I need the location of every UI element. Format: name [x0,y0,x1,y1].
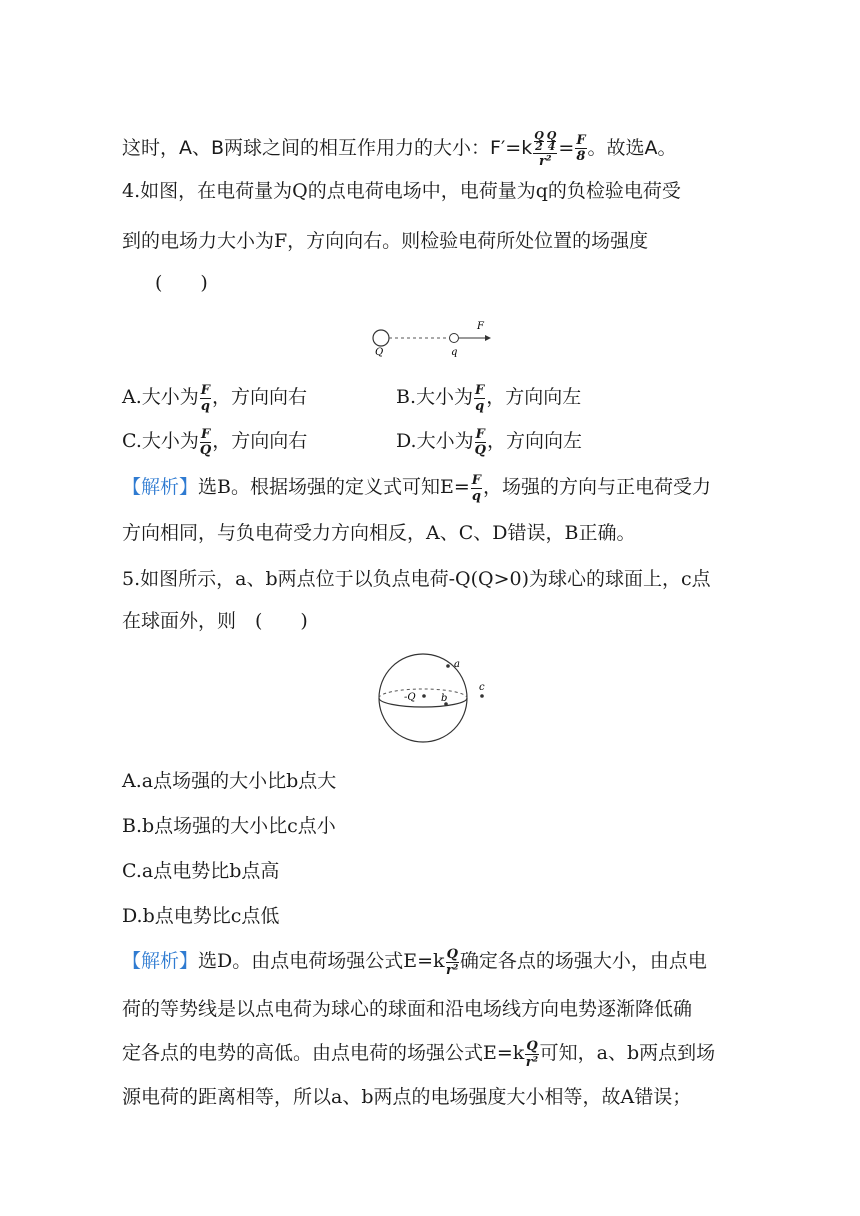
q4-option-a: A.大小为 $\frac{F}{q}$ ，方向向右 [122,382,308,414]
analysis-tag: 【解析】 [122,476,199,498]
q5-option-a: A.a点场强的大小比b点大 [122,770,337,792]
label-F: F [477,321,484,332]
q5-option-d: D.b点电势比c点低 [122,905,280,927]
q5-option-b: B.b点场强的大小比c点小 [122,815,336,837]
q5-stem-2: 在球面外，则 ( ) [122,610,308,632]
fraction: $\frac{F}{8}$ [576,133,586,164]
q5-analysis-3: 定各点的电势的高低。由点电荷的场强公式E=k $\frac{Q}{\text{r²}}$ 可知，a、b两点到场 [122,1038,716,1070]
q5-analysis-4: 源电荷的距离相等，所以a、b两点的电场强度大小相等，故A错误； [122,1086,692,1108]
label-a: a [454,659,460,670]
analysis-tag: 【解析】 [122,950,199,972]
q4-option-c: C.大小为 $\frac{F}{Q}$ ，方向向右 [122,426,308,458]
q4-stem-2: 到的电场力大小为F，方向向右。则检验电荷所处位置的场强度 [122,230,649,252]
label-center: -Q [404,692,416,703]
label-b: b [441,693,448,704]
q4-analysis-1: 【解析】选B。根据场强的定义式可知E= $\frac{F}{q}$ ，场强的方向与正电荷受力 [122,472,712,504]
label-c: c [479,682,485,693]
q4-option-b: B.大小为 $\frac{F}{q}$ ，方向向左 [396,382,582,414]
label-q: q [451,347,458,358]
label-Q: Q [375,347,384,358]
q5-analysis-1: 【解析】选D。由点电荷场强公式E=k $\frac{Q}{\text{r²}}$ 确定各点的场强大小，由点电 [122,946,707,978]
q5-analysis-2: 荷的等势线是以点电荷为球心的球面和沿电场线方向电势逐渐降低确 [122,998,693,1020]
q5-option-c: C.a点电势比b点高 [122,860,280,882]
q5-stem-1: 5.如图所示，a、b两点位于以负点电荷-Q(Q>0)为球心的球面上，c点 [122,568,711,590]
q4-analysis-2: 方向相同，与负电荷受力方向相反，A、C、D错误，B正确。 [122,522,636,544]
fraction: $\frac{Q}{2}$ $\frac{Q}{4}$ r² [534,129,557,169]
q4-option-d: D.大小为 $\frac{F}{Q}$ ，方向向左 [396,426,582,458]
q4-figure [365,318,505,358]
q4-paren: ( ) [155,272,208,294]
q5-figure [370,650,510,760]
answer-line-prev: 这时，A、B两球之间的相互作用力的大小：F′=k $\frac{Q}{2}$ $\frac{Q}{4}$ r² = $\frac{F}{8}$ 。故选A。 [122,129,677,169]
q4-stem-1: 4.如图，在电荷量为Q的点电荷电场中，电荷量为q的负检验电荷受 [122,180,681,202]
